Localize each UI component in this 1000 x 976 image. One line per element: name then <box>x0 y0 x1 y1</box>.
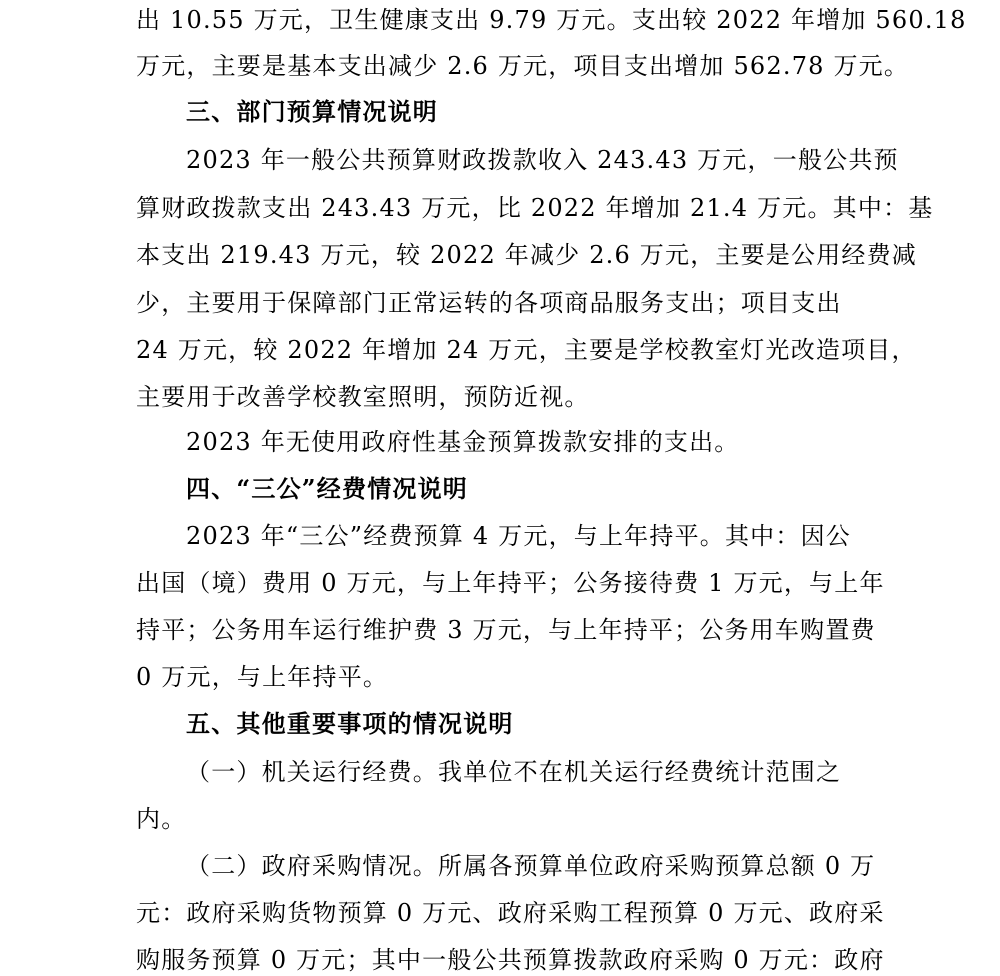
text-line-1: 出 10.55 万元，卫生健康支出 9.79 万元。支出较 2022 年增加 560.18 <box>136 6 967 34</box>
section-heading-5: 五、其他重要事项的情况说明 <box>186 709 514 738</box>
text-line-8: 24 万元，较 2022 年增加 24 万元，主要是学校教室灯光改造项目， <box>136 336 917 364</box>
text-line-14: 持平；公务用车运行维护费 3 万元，与上年持平；公务用车购置费 <box>136 616 876 644</box>
text-line-21: 购服务预算 0 万元；其中一般公共预算拨款政府采购 0 万元：政府 <box>136 946 885 974</box>
text-line-9: 主要用于改善学校教室照明，预防近视。 <box>136 383 590 411</box>
text-line-13: 出国（境）费用 0 万元，与上年持平；公务接待费 1 万元，与上年 <box>136 569 885 597</box>
text-line-15: 0 万元，与上年持平。 <box>136 663 389 691</box>
section-heading-3: 三、部门预算情况说明 <box>186 97 438 126</box>
text-line-12: 2023 年“三公”经费预算 4 万元，与上年持平。其中：因公 <box>186 522 851 550</box>
text-line-5: 算财政拨款支出 243.43 万元，比 2022 年增加 21.4 万元。其中：基 <box>136 194 934 222</box>
text-line-2: 万元，主要是基本支出减少 2.6 万元，项目支出增加 562.78 万元。 <box>136 52 910 80</box>
text-line-17: （一）机关运行经费。我单位不在机关运行经费统计范围之 <box>186 758 842 786</box>
text-line-4: 2023 年一般公共预算财政拨款收入 243.43 万元，一般公共预 <box>186 146 899 174</box>
text-line-7: 少，主要用于保障部门正常运转的各项商品服务支出；项目支出 <box>136 289 842 317</box>
text-line-20: 元：政府采购货物预算 0 万元、政府采购工程预算 0 万元、政府采 <box>136 899 885 927</box>
text-line-10: 2023 年无使用政府性基金预算拨款安排的支出。 <box>186 428 740 456</box>
text-line-6: 本支出 219.43 万元，较 2022 年减少 2.6 万元，主要是公用经费减 <box>136 241 917 269</box>
section-heading-4: 四、“三公”经费情况说明 <box>186 474 469 503</box>
text-line-19: （二）政府采购情况。所属各预算单位政府采购预算总额 0 万 <box>186 852 876 880</box>
text-line-18: 内。 <box>136 805 187 833</box>
